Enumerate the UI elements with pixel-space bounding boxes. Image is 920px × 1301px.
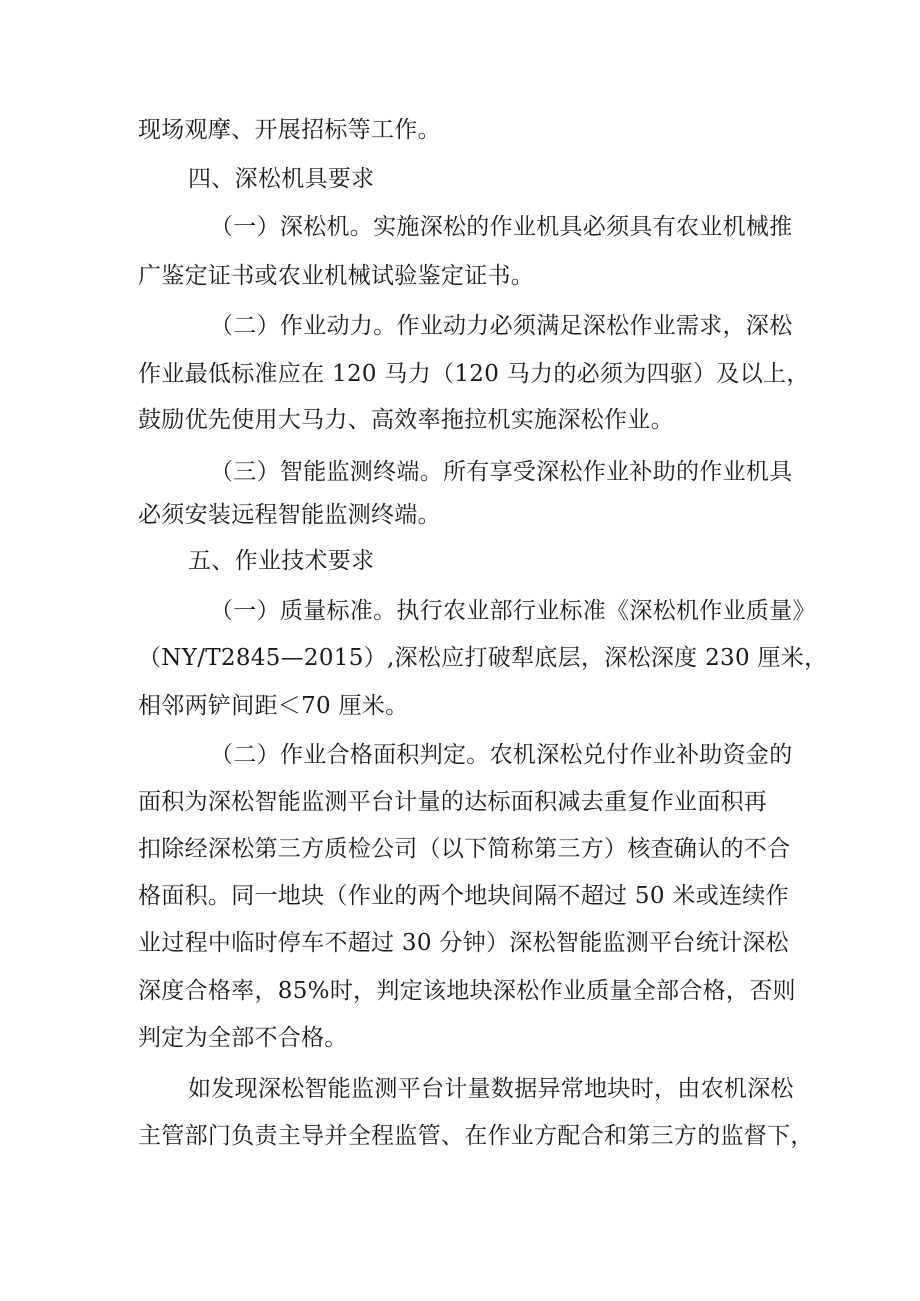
text-line: （二）作业动力。作业动力必须满足深松作业需求，深松: [210, 313, 793, 339]
text-line: 广鉴定证书或农业机械试验鉴定证书。: [138, 263, 535, 289]
text-line: （NY/T2845—2015）,深松应打破犁底层，深松深度 230 厘米，: [138, 645, 828, 671]
text-line: 鼓励优先使用大马力、高效率拖拉机实施深松作业。: [138, 407, 674, 433]
text-line: 判定为全部不合格。: [138, 1025, 348, 1051]
text-line: 面积为深松智能监测平台计量的达标面积减去重复作业面积再: [138, 789, 768, 815]
text-line: 主管部门负责主导并全程监管、在作业方配合和第三方的监督下，: [138, 1123, 814, 1149]
text-line: 业过程中临时停车不超过 30 分钟）深松智能监测平台统计深松: [138, 930, 789, 956]
section-heading: 四、深松机具要求: [188, 166, 375, 192]
text-line: 格面积。同一地块（作业的两个地块间隔不超过 50 米或连续作: [138, 883, 789, 909]
section-heading: 五、作业技术要求: [188, 548, 375, 574]
text-line: 如发现深松智能监测平台计量数据异常地块时，由农机深松: [188, 1076, 794, 1102]
text-line: （一）深松机。实施深松的作业机具必须具有农业机械推: [210, 214, 793, 240]
text-line: 现场观摩、开展招标等工作。: [138, 117, 441, 143]
text-line: 必须安装远程智能监测终端。: [138, 502, 441, 528]
text-line: 相邻两铲间距＜70 厘米。: [138, 693, 409, 719]
text-line: 作业最低标准应在 120 马力（120 马力的必须为四驱）及以上，: [138, 361, 810, 387]
text-line: （二）作业合格面积判定。农机深松兑付作业补助资金的: [210, 742, 793, 768]
text-line: （三）智能监测终端。所有享受深松作业补助的作业机具: [210, 459, 793, 485]
text-line: 深度合格率，85%时，判定该地块深松作业质量全部合格，否则: [138, 978, 796, 1004]
text-line: （一）质量标准。执行农业部行业标准《深松机作业质量》: [210, 598, 816, 624]
text-line: 扣除经深松第三方质检公司（以下简称第三方）核查确认的不合: [138, 836, 791, 862]
